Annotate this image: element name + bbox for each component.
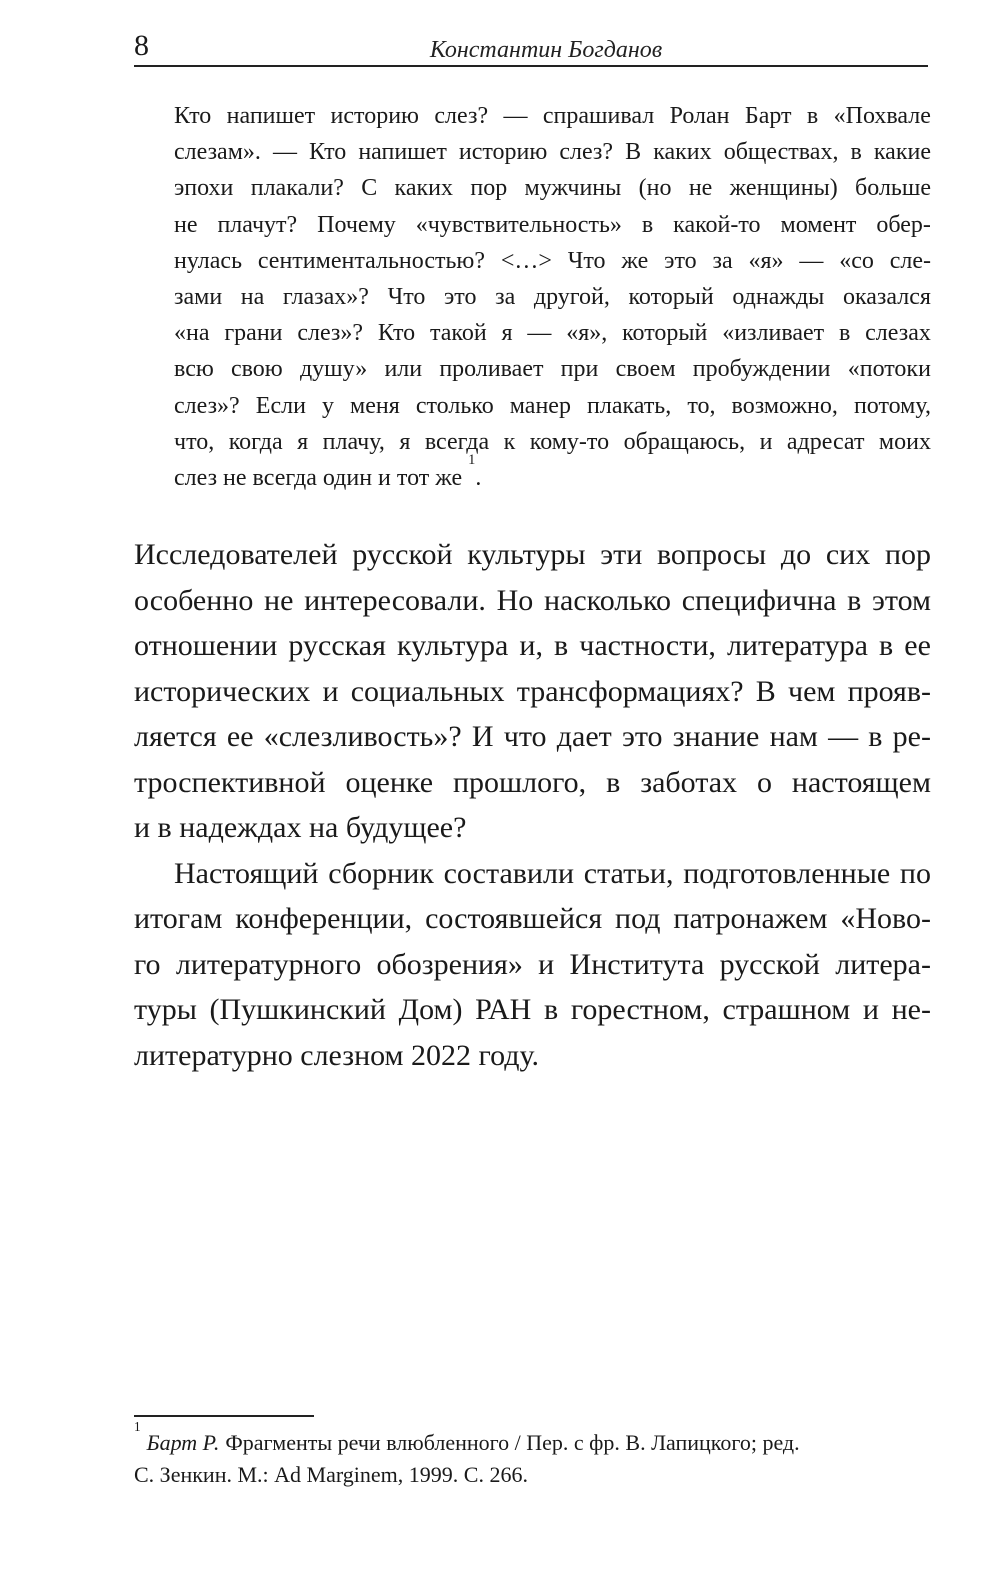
word: плачут? [217, 211, 298, 238]
word: что [503, 720, 547, 753]
word: о [756, 765, 772, 799]
word: сборник [328, 856, 434, 890]
word: «потоки [847, 356, 931, 383]
word: мужчины [524, 175, 622, 202]
word: троспективной [134, 765, 326, 799]
word: Почему [317, 211, 396, 238]
word: какие [873, 139, 931, 166]
word: Института [569, 947, 705, 981]
body-line [134, 805, 931, 851]
word: какой-то [673, 211, 761, 238]
word: в [641, 211, 654, 238]
word: ре- [892, 720, 931, 753]
word: Но [496, 583, 534, 617]
word: плакали? [250, 175, 344, 202]
word: прояв- [847, 674, 931, 708]
body-line [134, 1033, 931, 1079]
word: горестном, [570, 993, 710, 1026]
word: возможно, [731, 392, 838, 419]
word: сле- [889, 247, 931, 274]
word: эти [600, 538, 643, 571]
paragraph2-last-line: литературно слезном 2022 году. [134, 1038, 539, 1072]
footnote-number: 1 [134, 1419, 141, 1434]
word: всегда [424, 428, 490, 455]
word: историю [458, 139, 548, 166]
word: не [264, 583, 294, 617]
word: в [554, 629, 569, 662]
body-line [134, 851, 931, 897]
word: и [759, 428, 773, 455]
word: под [615, 902, 661, 935]
word: РАН [475, 993, 532, 1026]
body-line [134, 942, 931, 988]
word: я [297, 428, 309, 455]
quote-line [174, 315, 931, 351]
word: — [503, 103, 528, 129]
word: пор [884, 538, 931, 571]
quote-last-line [174, 452, 931, 496]
word: и [538, 947, 555, 981]
word: что, [174, 428, 215, 455]
word: русской [719, 947, 820, 981]
word: русской [352, 538, 453, 571]
word: адресат [786, 428, 865, 455]
word: Если [255, 392, 306, 419]
word: в [879, 629, 894, 662]
word: по [899, 856, 931, 890]
word: плачу, [322, 428, 385, 455]
word: грани [224, 320, 283, 347]
word: Ролан [669, 103, 730, 129]
quote-line [174, 279, 931, 315]
footnote-line [134, 1459, 934, 1491]
word: такой [429, 320, 487, 347]
word: не [688, 175, 713, 202]
footnote-author: Барт Р. [146, 1430, 220, 1455]
word: «Похвале [833, 103, 931, 129]
word: в [606, 765, 621, 799]
word: я [501, 320, 513, 347]
word: проливает [439, 356, 544, 383]
word: И [471, 720, 494, 753]
body-line [134, 987, 931, 1033]
word: когда [228, 428, 283, 455]
word: который [628, 284, 714, 311]
word: — [799, 247, 824, 274]
word: оказался [842, 284, 931, 311]
word: Кто [174, 103, 212, 129]
word: другой, [533, 284, 610, 311]
word: В [755, 674, 776, 708]
word: слезам». [174, 139, 261, 166]
word: вопросы [656, 538, 767, 571]
word: при [560, 356, 599, 383]
word: Кто [377, 320, 416, 347]
word: это [444, 284, 477, 311]
word: зами [174, 284, 223, 311]
word: <…> [500, 247, 552, 274]
word: трансформациях? [516, 674, 744, 708]
body-line [134, 623, 931, 669]
footnote-reference[interactable]: 1 [468, 452, 476, 469]
word: заботах [640, 765, 738, 799]
epigraph-quote [174, 98, 931, 496]
word: русская [288, 629, 386, 662]
word: всю [174, 356, 214, 383]
word: своем [615, 356, 676, 383]
word: и [322, 674, 339, 708]
word: кому-то [529, 428, 610, 455]
word: слез? [559, 139, 614, 166]
word: конференции, [235, 902, 413, 935]
word: до [780, 538, 812, 571]
word: моих [878, 428, 931, 455]
quote-line [174, 351, 931, 387]
body-line [134, 532, 931, 578]
word: столько [415, 392, 494, 419]
word: «на [174, 320, 210, 347]
page-header [134, 26, 928, 66]
word: отношении [134, 629, 278, 662]
word: в [847, 583, 862, 617]
word: за [712, 247, 733, 274]
word: напишет [226, 103, 316, 129]
quote-line [174, 134, 931, 170]
word: итогам [134, 902, 223, 935]
word: сентиментальностью? [257, 247, 485, 274]
body-line [134, 714, 931, 760]
word: не- [891, 993, 931, 1026]
word: обществах, [723, 139, 839, 166]
word: чем [787, 674, 836, 708]
page-number: 8 [134, 29, 149, 62]
word: ляется [134, 720, 217, 753]
word: ее [226, 720, 254, 753]
word: ее [904, 629, 931, 662]
body-line [134, 578, 931, 624]
word: Что [387, 284, 426, 311]
word: в [838, 320, 851, 347]
word: нам [769, 720, 818, 753]
word: то, [687, 392, 716, 419]
word: свою [230, 356, 283, 383]
word: манер [509, 392, 571, 419]
word: — [272, 139, 297, 166]
word: же [621, 247, 649, 274]
word: культура [396, 629, 509, 662]
word: составили [443, 856, 575, 890]
word: специфична [681, 583, 837, 617]
quote-line [174, 388, 931, 424]
word: интересовали. [304, 583, 486, 617]
word: потому, [853, 392, 931, 419]
quote-last-text: слез не всегда один и тот же [174, 465, 463, 492]
word: настоящем [791, 765, 931, 799]
word: насколько [543, 583, 671, 617]
word: и [862, 993, 879, 1026]
word: сих [825, 538, 871, 571]
word: «со [839, 247, 874, 274]
word: это [621, 720, 663, 753]
word: больше [855, 175, 931, 202]
word: в [868, 720, 883, 753]
word: момент [780, 211, 857, 238]
word: слез? [434, 103, 489, 129]
body-line [134, 896, 931, 942]
word: С [361, 175, 378, 202]
word: «изливает [722, 320, 825, 347]
word: туры [134, 993, 197, 1026]
body-line [134, 760, 931, 806]
word: меня [350, 392, 400, 419]
quote-line [174, 207, 931, 243]
word: слез»? [174, 392, 240, 419]
header-rule [134, 65, 928, 67]
word: оценке [345, 765, 434, 799]
word: не [174, 211, 198, 238]
word: Дом) [398, 993, 463, 1026]
word: Барт [744, 103, 792, 129]
word: который [622, 320, 708, 347]
word: обращаюсь, [623, 428, 746, 455]
word: к [503, 428, 516, 455]
word: патронажем [673, 902, 828, 935]
word: культуры [467, 538, 586, 571]
footnote [134, 1419, 934, 1491]
word: слезах [865, 320, 931, 347]
body-line [134, 669, 931, 715]
word: женщины) [729, 175, 838, 202]
word: у [321, 392, 334, 419]
word: каких [394, 175, 453, 202]
word: душу» [299, 356, 368, 383]
word: Кто [309, 139, 347, 166]
word: «чувствительность» [415, 211, 622, 238]
word: обер- [876, 211, 931, 238]
word: спрашивал [542, 103, 655, 129]
word: пробуждении [692, 356, 831, 383]
word: или [384, 356, 423, 383]
word: плакать, [587, 392, 672, 419]
word: «Ново- [840, 902, 931, 935]
word: «слезливость»? [263, 720, 462, 753]
footnote-rule [134, 1415, 314, 1417]
word: исторических [134, 674, 311, 708]
word: каких [653, 139, 712, 166]
word: прошлого, [452, 765, 587, 799]
word: в [850, 139, 862, 166]
footnote-citation-cont: С. Зенкин. М.: Ad Marginem, 1999. С. 266. [134, 1462, 528, 1487]
word: на [240, 284, 265, 311]
word: историю [330, 103, 419, 129]
word: литература [726, 629, 868, 662]
word: частности, [579, 629, 716, 662]
word: (Пушкинский [209, 993, 386, 1026]
quote-line [174, 243, 931, 279]
word: и, [519, 629, 543, 662]
running-head-author: Константин Богданов [429, 37, 663, 63]
quote-line [174, 98, 931, 134]
word: знание [672, 720, 760, 753]
word: социальных [350, 674, 505, 708]
quote-line [174, 424, 931, 460]
word: (но [638, 175, 672, 202]
word: в [544, 993, 559, 1026]
word: В [625, 139, 642, 166]
word: слез»? [297, 320, 364, 347]
word: глазах»? [282, 284, 369, 311]
word: статьи, [583, 856, 674, 890]
word: литера- [835, 947, 931, 981]
word: это [664, 247, 697, 274]
word: нулась [174, 247, 243, 274]
word: Настоящий [174, 856, 319, 890]
word: особенно [134, 583, 254, 617]
body-text [134, 532, 931, 1078]
quote-line [174, 170, 931, 206]
word: этом [871, 583, 931, 617]
footnote-citation: Фрагменты речи влюбленного / Пер. с фр. В. Лапицкого; ред. [225, 1430, 800, 1455]
paragraph1-last-line: и в надеждах на будущее? [134, 811, 467, 844]
word: однажды [732, 284, 825, 311]
word: го [134, 947, 161, 981]
quote-end-punct: . [475, 465, 482, 492]
word: обозрения» [376, 947, 523, 981]
word: страшном [722, 993, 851, 1026]
word: «я» [748, 247, 784, 274]
word: я [399, 428, 411, 455]
word: литературного [175, 947, 362, 981]
word: подготовленные [683, 856, 891, 890]
word: состоявшейся [425, 902, 603, 935]
word: эпохи [174, 175, 234, 202]
word: Что [567, 247, 606, 274]
word: «я», [566, 320, 608, 347]
word: Исследователей [134, 538, 338, 571]
word: напишет [358, 139, 447, 166]
word: дает [556, 720, 612, 753]
word: — [828, 720, 859, 753]
word: в [806, 103, 819, 129]
word: — [527, 320, 552, 347]
footnote-line [134, 1419, 934, 1459]
word: пор [470, 175, 508, 202]
word: за [495, 284, 516, 311]
